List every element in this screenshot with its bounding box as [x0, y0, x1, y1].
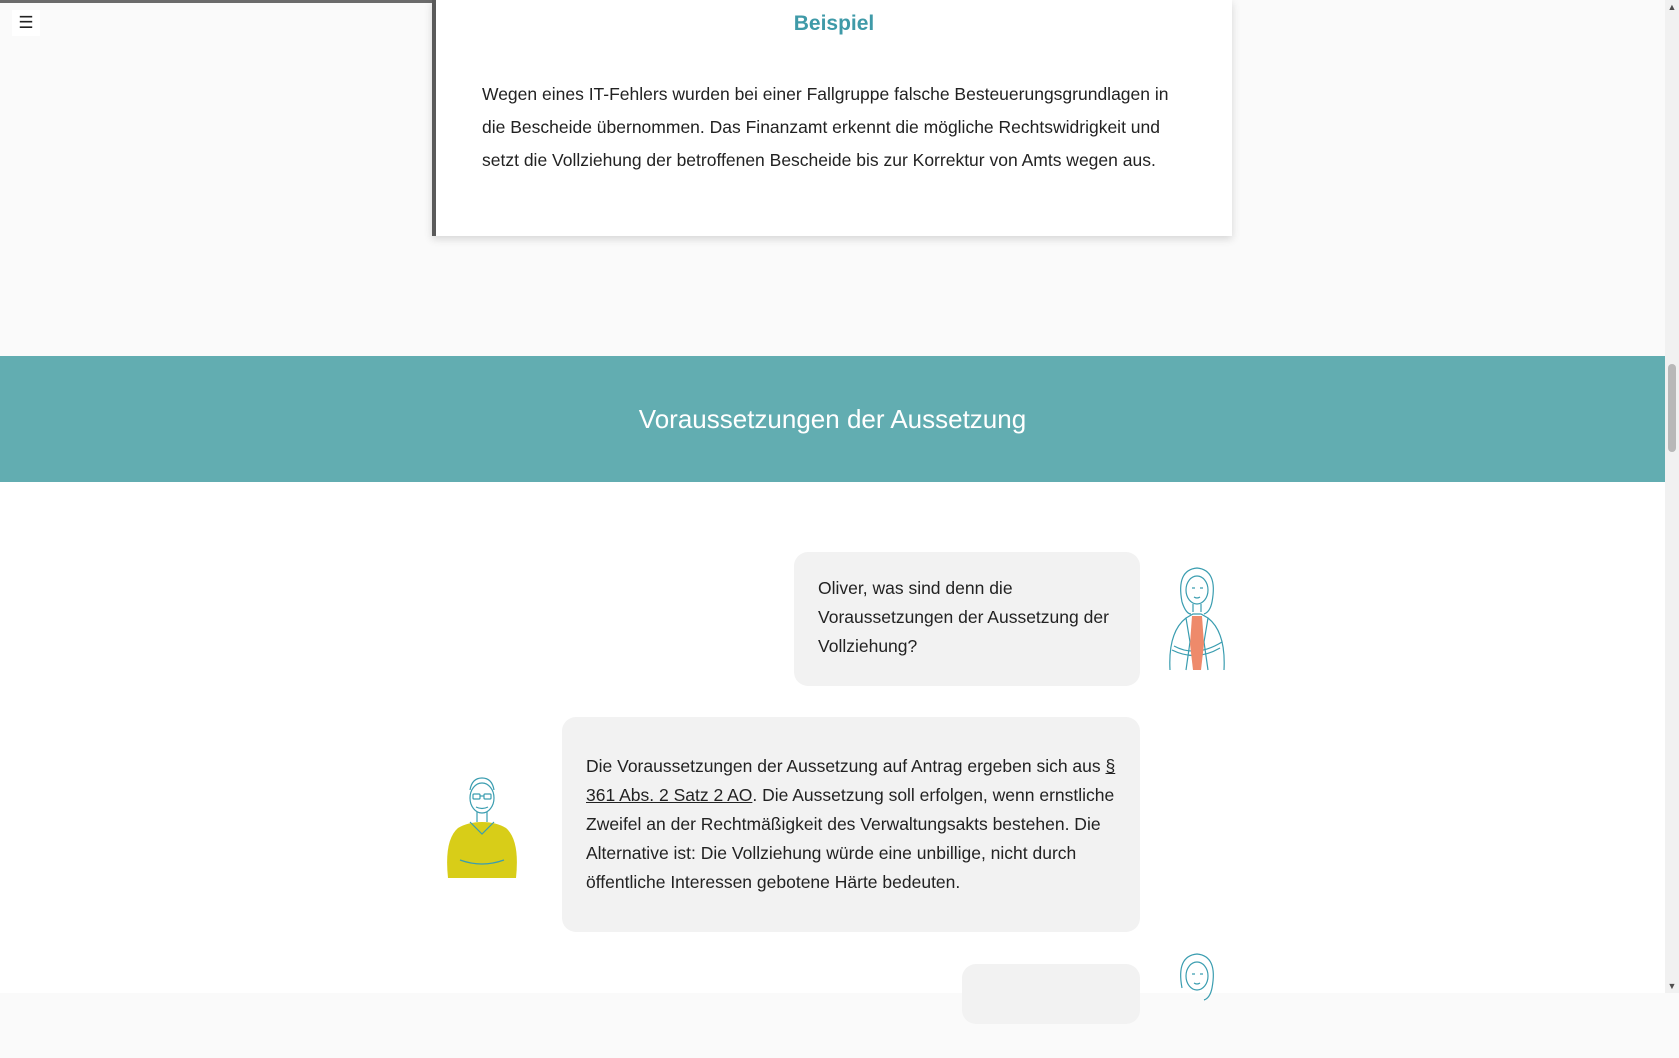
chat-bubble-question — [794, 552, 1140, 686]
section-header — [0, 356, 1665, 482]
scroll-up-arrow-icon[interactable]: ▲ — [1667, 2, 1677, 12]
example-card — [432, 0, 1232, 236]
scrollbar[interactable] — [1665, 0, 1679, 993]
scroll-down-arrow-icon[interactable]: ▼ — [1667, 981, 1677, 991]
man-avatar-icon — [440, 770, 524, 882]
chat-bubble-answer — [562, 717, 1140, 932]
menu-icon[interactable]: ☰ — [12, 10, 40, 36]
law-reference-link[interactable]: § 361 Abs. 2 Satz 2 AO — [586, 756, 1116, 805]
example-title: Beispiel — [793, 12, 875, 35]
chat-message-question: Oliver, was sind denn die Voraussetzungen der Aussetzung der Vollziehung? — [818, 578, 1109, 656]
chat-bubble-question-next — [962, 964, 1140, 1024]
chat-message-answer-end: . Die Aussetzung soll erfolgen, wenn ernstliche Zweifel an der Rechtmäßigkeit des Verwaltungsakts bestehen. Die Alternative ist: Die Vollziehung würde eine unbillige, nicht durch öffentliche Interessen gebotene Härte bedeuten. — [586, 785, 1115, 892]
woman-avatar-icon — [1160, 562, 1234, 672]
scrollbar-thumb[interactable] — [1668, 364, 1676, 452]
chat-message-answer-start: Die Voraussetzungen der Aussetzung auf Antrag ergeben sich aus — [586, 756, 1106, 776]
example-text: Wegen eines IT-Fehlers wurden bei einer Fallgruppe falsche Besteuerungsgrundlagen in die Bescheide übernommen. Das Finanzamt erkennt die mögliche Rechtswidrigkeit und setzt die Vollziehung der betroffenen Bescheide bis zur Korrektur von Amts wegen aus. — [482, 84, 1169, 170]
section-title: Voraussetzungen der Aussetzung — [638, 403, 1027, 434]
woman-avatar-icon — [1160, 948, 1234, 1058]
